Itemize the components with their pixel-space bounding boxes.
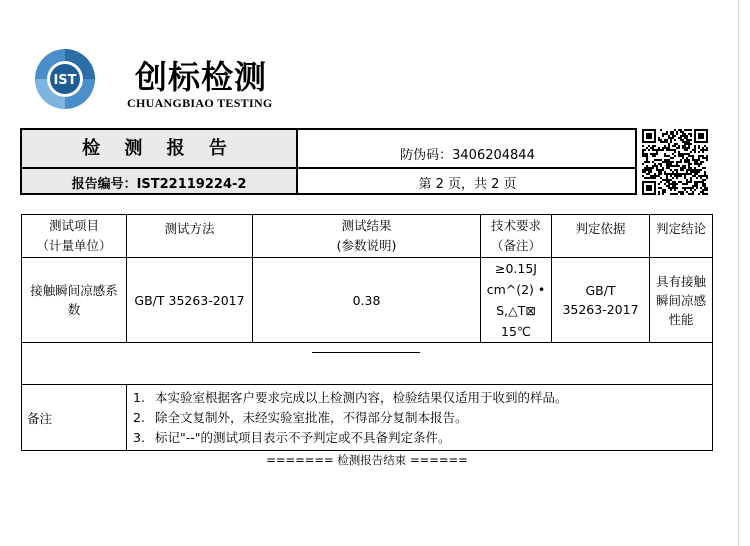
header-result-line1: 测试结果	[341, 218, 392, 233]
row-basis-line2: 35263-2017	[562, 302, 639, 317]
report-number: 报告编号：IST22119224-2	[71, 177, 247, 192]
row-basis	[552, 258, 650, 343]
notes-label: 备注	[22, 385, 127, 451]
table-row	[22, 258, 713, 343]
ist-logo	[33, 47, 97, 111]
note-number: 2.	[133, 409, 145, 425]
qr-code-icon	[642, 129, 710, 195]
row-tech	[481, 258, 552, 343]
row-method: GB/T 35263-2017	[127, 258, 253, 343]
row-tech-line1: ≥0.15J	[495, 261, 537, 276]
report-title: 检 测 报 告	[82, 138, 236, 159]
notes-list	[127, 385, 713, 451]
note-item	[127, 428, 712, 448]
results-table	[21, 214, 713, 451]
table-header-row	[22, 215, 713, 258]
header-tech	[481, 215, 552, 258]
blank-separator-line	[312, 352, 420, 353]
note-text: 除全文复制外，未经实验室批准，不得部分复制本报告。	[155, 409, 468, 425]
row-conclusion-line3: 性能	[668, 311, 694, 327]
blank-row	[22, 343, 713, 385]
row-tech-line3: S,△T⊠	[496, 303, 536, 318]
header-method: 测试方法	[127, 215, 253, 258]
notes-row	[22, 385, 713, 451]
brand-name-en: CHUANGBIAO TESTING	[127, 96, 273, 110]
header-tech-line2: （备注）	[490, 238, 541, 253]
page-info: 第 2 页，共 2 页	[418, 177, 517, 192]
brand-name-cn: 创标检测	[135, 58, 268, 96]
row-basis-line1: GB/T	[585, 283, 616, 298]
header-result	[253, 215, 481, 258]
note-number: 1.	[133, 389, 145, 405]
header-item-line2: （计量单位）	[36, 238, 112, 253]
row-tech-line2: cm^(2) •	[486, 282, 546, 297]
report-end-marker: ======= 检测报告结束 ======	[266, 453, 468, 467]
header-item	[22, 215, 127, 258]
page-edge	[738, 0, 739, 546]
header-item-line1: 测试项目	[48, 218, 99, 233]
row-item-line2: 数	[67, 302, 81, 317]
note-item	[127, 408, 712, 428]
note-item	[127, 388, 712, 408]
row-item-line1: 接触瞬间凉感系	[30, 283, 118, 298]
title-box-divider-h	[20, 167, 637, 169]
row-tech-line4: 15℃	[501, 324, 531, 339]
header-conclusion: 判定结论	[650, 215, 713, 258]
note-number: 3.	[133, 429, 145, 445]
note-text: 标记"--"的测试项目表示不予判定或不具备判定条件。	[155, 429, 451, 445]
row-conclusion-line1: 具有接触	[655, 273, 706, 289]
anti-fake-code: 防伪码：3406204844	[400, 148, 535, 163]
logo-text: IST	[53, 73, 77, 88]
note-text: 本实验室根据客户要求完成以上检测内容，检验结果仅适用于收到的样品。	[155, 389, 568, 405]
row-item	[22, 258, 127, 343]
header-tech-line1: 技术要求	[490, 218, 541, 233]
row-conclusion	[650, 258, 713, 343]
header-result-line2: (参数说明)	[336, 238, 397, 253]
row-result: 0.38	[253, 258, 481, 343]
header-basis: 判定依据	[552, 215, 650, 258]
row-conclusion-line2: 瞬间凉感	[655, 292, 706, 308]
blank-cell	[22, 343, 713, 385]
